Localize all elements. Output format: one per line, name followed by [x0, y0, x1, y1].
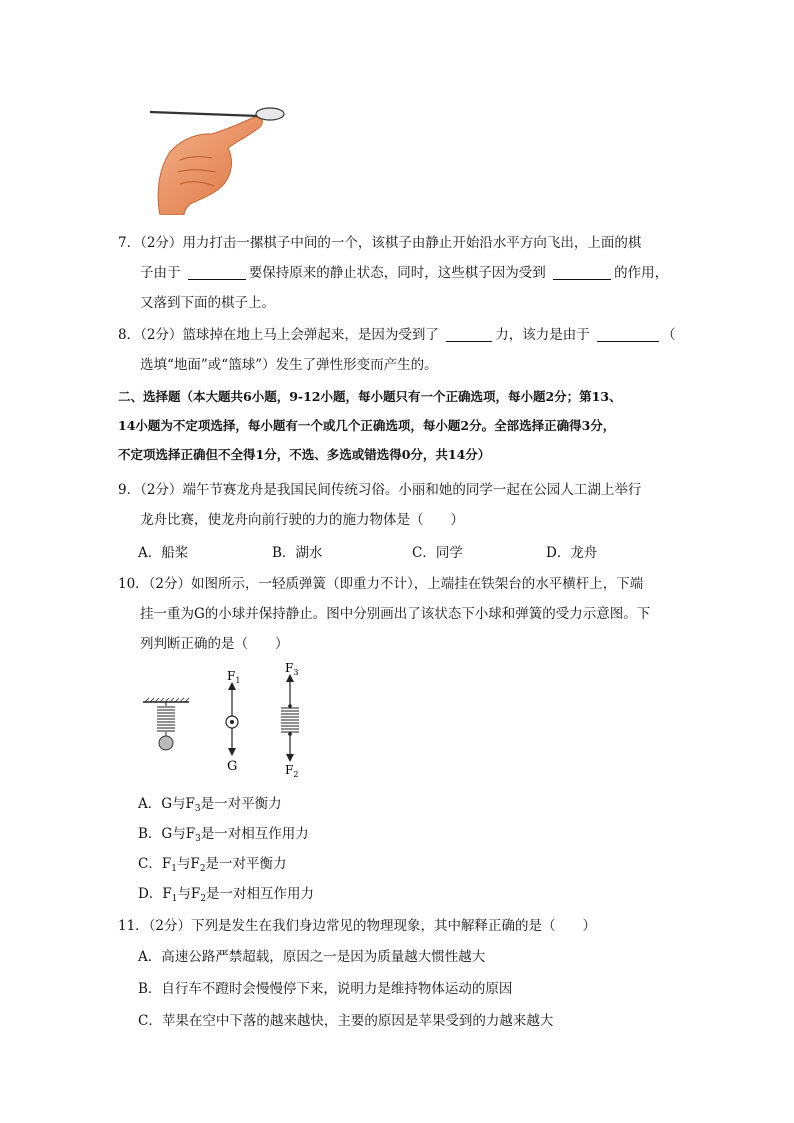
q9-line2: 龙舟比赛，使龙舟向前行驶的力的施力物体是（ ）	[140, 512, 464, 528]
q7-line2: 子由于 要保持原来的静止状态，同时，这些棋子因为受到 的作用，	[140, 265, 669, 281]
f2-label: $F_2$	[285, 763, 299, 779]
section2-line3: 不定项选择正确但不全得1分，不选、多选或错选得0分，共14分）	[118, 447, 491, 462]
hand-spoon-figure	[140, 100, 300, 215]
q10-option-c[interactable]: C．$F_1$与$F_2$是一对平衡力	[138, 856, 287, 874]
spring-ball-figure	[143, 698, 189, 750]
q8-blank-2[interactable]	[597, 327, 659, 342]
q9-option-c[interactable]: C．同学	[412, 545, 463, 561]
q7-line3: 又落到下面的棋子上。	[140, 295, 275, 311]
q10-option-d[interactable]: D．$F_1$与$F_2$是一对相互作用力	[138, 886, 315, 904]
q8-line2: 选填“地面”或“篮球”）发生了弹性形变而产生的。	[140, 357, 438, 373]
q10-option-b[interactable]: B．G与$F_3$是一对相互作用力	[138, 826, 309, 844]
q8-blank-1[interactable]	[446, 327, 492, 342]
section2-line1: 二、选择题（本大题共6小题，9-12小题，每小题只有一个正确选项，每小题2分；第13、	[118, 389, 622, 404]
q9-line1: 9．（2分）端午节赛龙舟是我国民间传统习俗。小丽和她的同学一起在公园人工湖上举行	[118, 482, 642, 498]
q11-option-b[interactable]: B．自行车不蹬时会慢慢停下来，说明力是维持物体运动的原因	[138, 981, 513, 997]
q7-number: 7．（2分）	[118, 235, 183, 251]
ball-force-figure	[226, 669, 240, 774]
q8-line1: 8．（2分）篮球掉在地上马上会弹起来，是因为受到了 力，该力是由于 （	[118, 327, 676, 343]
g-label: G	[227, 759, 238, 774]
q9-options	[138, 541, 638, 561]
q11-option-c[interactable]: C．苹果在空中下落的越来越快，主要的原因是苹果受到的力越来越大	[138, 1013, 554, 1029]
section2-line2: 14小题为不定项选择，每小题有一个或几个正确选项，每小题2分。全部选择正确得3分，	[118, 418, 616, 433]
q7-line1: 7．（2分）用力打击一摞棋子中间的一个，该棋子由静止开始沿水平方向飞出，上面的棋	[118, 235, 642, 251]
q7-blank-1[interactable]	[188, 265, 246, 280]
q10-line2: 挂一重为G的小球并保持静止。图中分别画出了该状态下小球和弹簧的受力示意图。下	[140, 606, 651, 622]
hand-icon	[158, 117, 262, 215]
q10-line1: 10．（2分）如图所示，一轻质弹簧（即重力不计），上端挂在铁架台的水平横杆上，下端	[118, 576, 644, 592]
q9-option-d[interactable]: D．龙舟	[546, 545, 598, 561]
q11-number: 11．（2分）	[118, 918, 192, 934]
q9-option-a[interactable]: A．船桨	[138, 545, 189, 561]
q10-line3: 列判断正确的是（ ）	[140, 636, 289, 652]
q9-option-b[interactable]: B．湖水	[272, 545, 323, 561]
f3-label: $F_3$	[285, 661, 299, 677]
q10-number: 10．（2分）	[118, 576, 192, 592]
f1-label: $F_1$	[227, 669, 241, 685]
q7-blank-2[interactable]	[553, 265, 611, 280]
q10-force-diagram	[135, 658, 325, 783]
q11-option-a[interactable]: A．高速公路严禁超载，原因之一是因为质量越大惯性越大	[138, 949, 486, 965]
q8-number: 8．（2分）	[118, 327, 183, 343]
spring-force-figure	[281, 661, 299, 779]
q9-number: 9．（2分）	[118, 482, 183, 498]
q10-option-a[interactable]: A．G与$F_3$是一对平衡力	[138, 796, 282, 814]
q11-line1: 11．（2分）下列是发生在我们身边常见的物理现象，其中解释正确的是（ ）	[118, 918, 597, 934]
spoon-icon	[150, 108, 284, 120]
